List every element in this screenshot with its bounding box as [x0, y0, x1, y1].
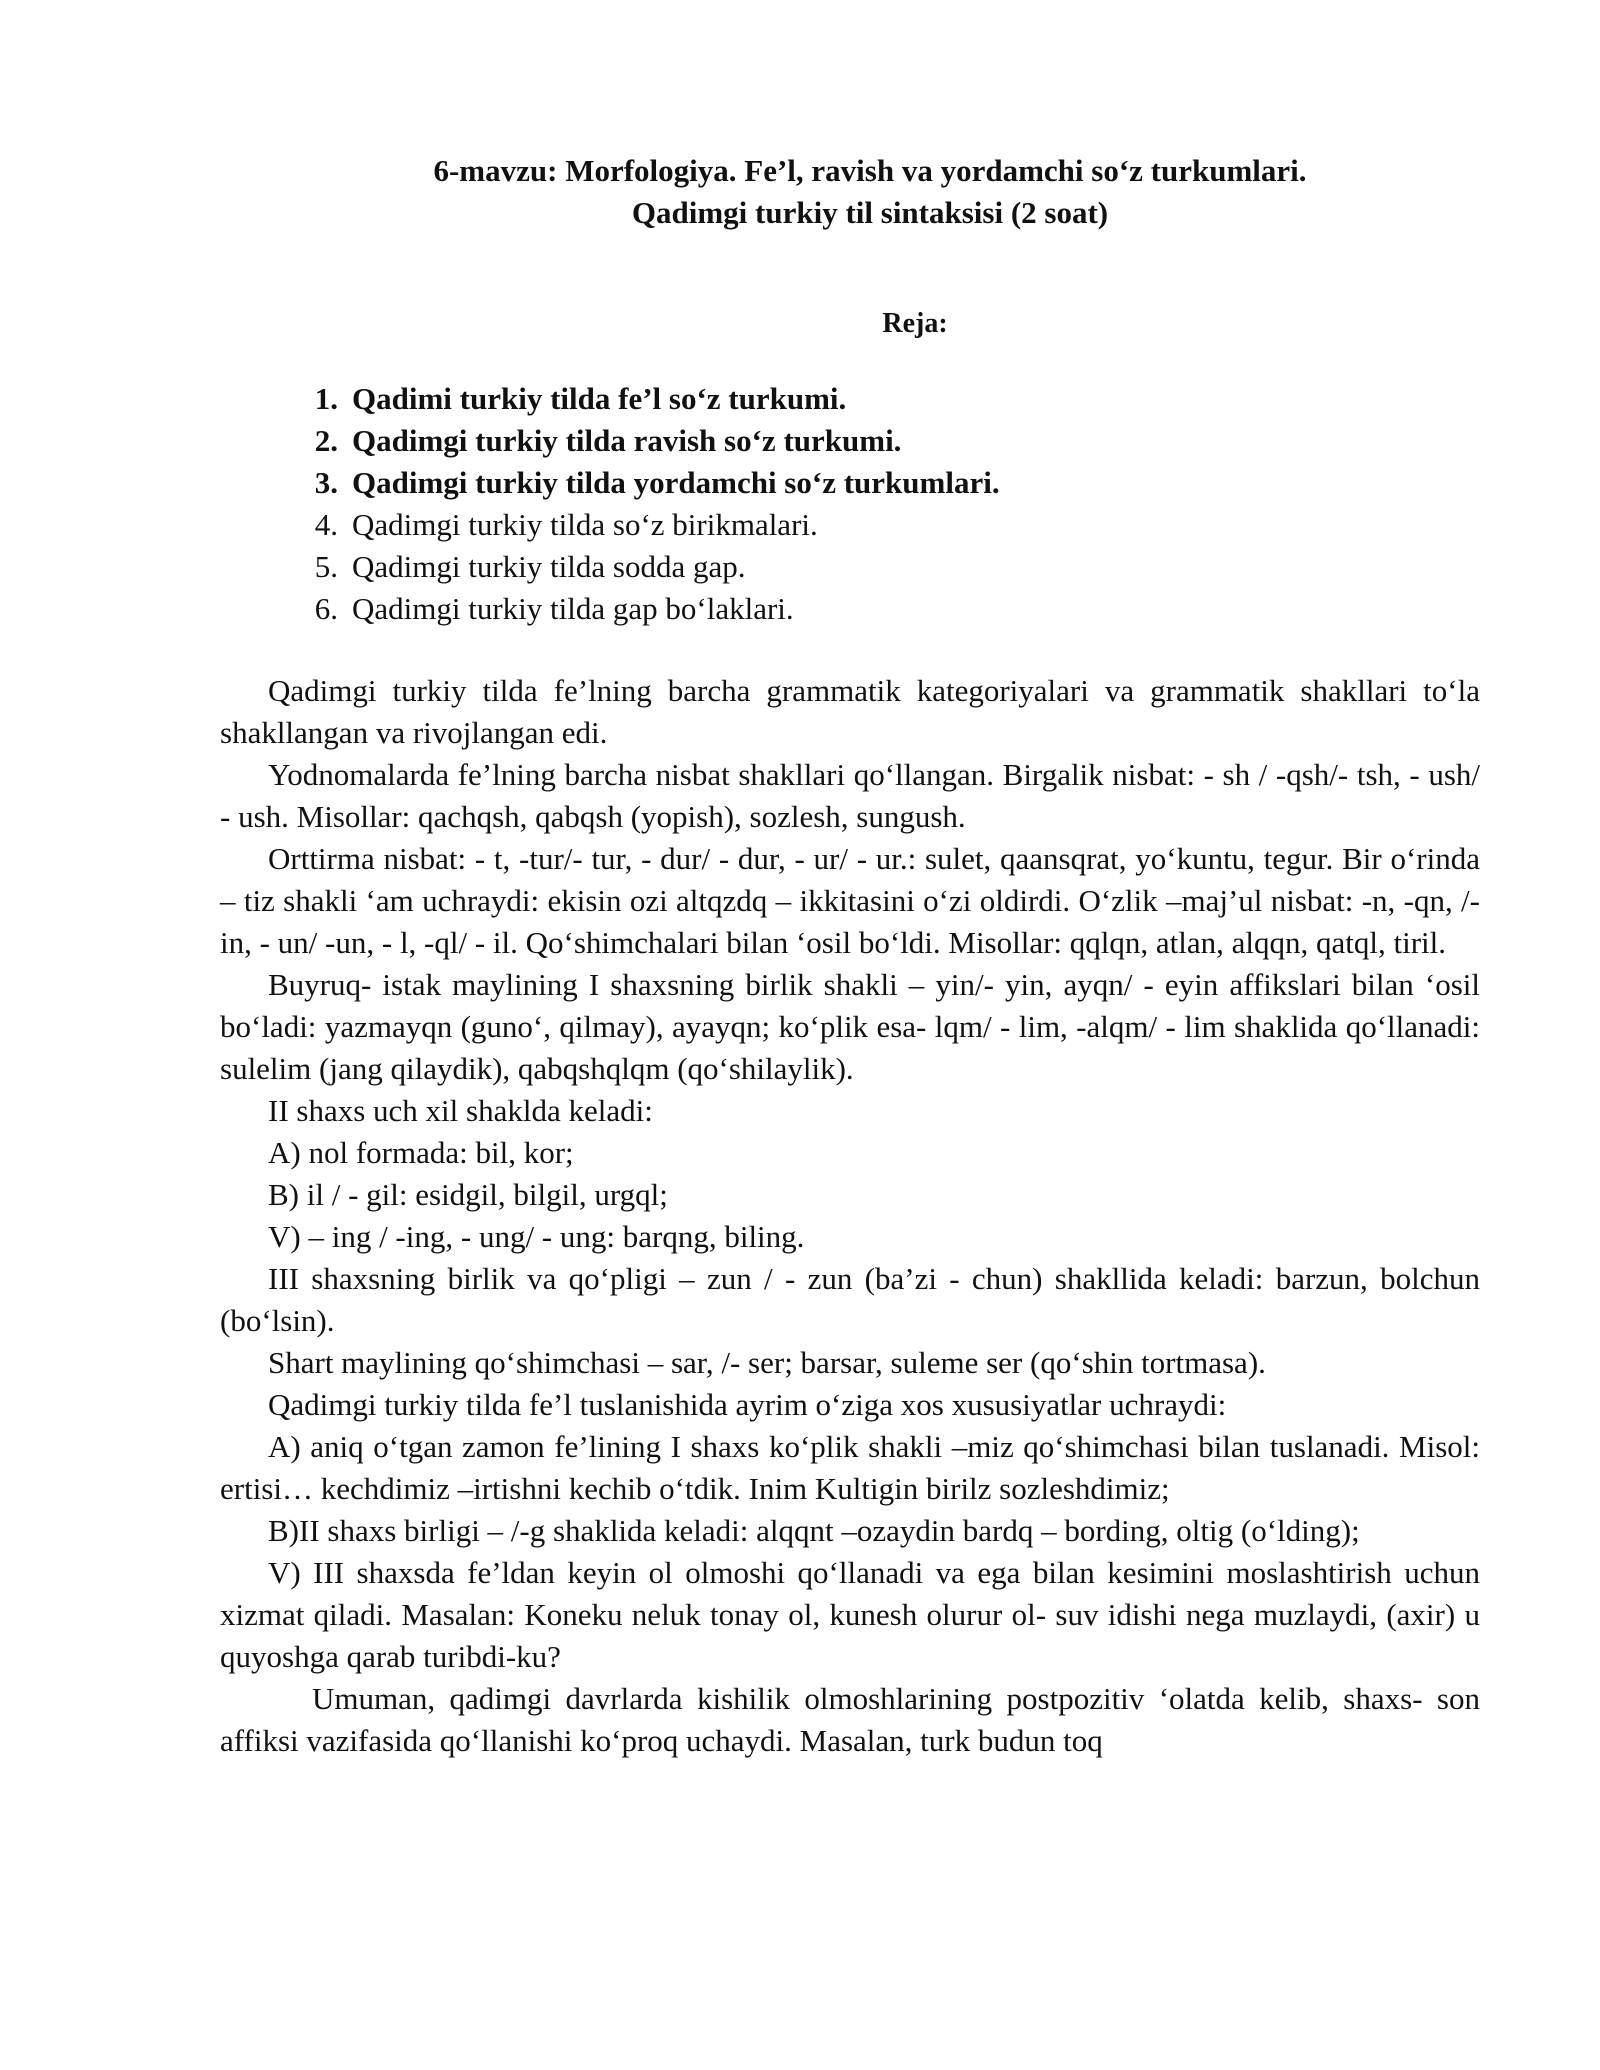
paragraph: V) – ing / -ing, - ung/ - ung: barqng, biling. — [268, 1219, 805, 1254]
paragraph: Shart maylining qo‘shimchasi – sar, /- ser; barsar, suleme ser (qo‘shin tortmasa). — [268, 1345, 1266, 1380]
plan-item-text: Qadimgi turkiy tilda yordamchi so‘z turkumlari. — [352, 465, 1000, 500]
paragraph: II shaxs uch xil shaklda keladi: — [268, 1093, 653, 1128]
plan-item — [290, 420, 1480, 462]
plan-item-number: 3. — [314, 465, 338, 500]
plan-item — [290, 504, 1480, 546]
plan-item-text: Qadimgi turkiy tilda ravish so‘z turkumi. — [352, 423, 902, 458]
document-page — [220, 150, 1480, 1762]
title-line-1: 6-mavzu: Morfologiya. Fe’l, ravish va yordamchi so‘z turkumlari. — [433, 153, 1307, 188]
plan-item-text: Qadimi turkiy tilda fe’l so‘z turkumi. — [352, 381, 847, 416]
plan-item-number: 1. — [314, 381, 338, 416]
plan-item-text: Qadimgi turkiy tilda so‘z birikmalari. — [352, 507, 818, 542]
paragraph: B)II shaxs birligi – /-g shaklida keladi: alqqnt –ozaydin bardq – bording, oltig (o‘lding); — [268, 1513, 1360, 1548]
plan-item — [290, 378, 1480, 420]
title-line-2: Qadimgi turkiy til sintaksisi (2 soat) — [631, 195, 1109, 230]
paragraph: Buyruq- istak maylining I shaxsning birlik shakli – yin/- yin, ayqn/ - eyin affikslari bilan ‘osil bo‘ladi: yazmayqn (guno‘, qilmay), ayayqn; ko‘plik esa- lqm/ - lim, -alqm/ - lim shaklida qo‘llanadi: sulelim (jang qilaydik), qabqshqlqm (qo‘shilaylik). — [220, 967, 1480, 1086]
plan-item-text: Qadimgi turkiy tilda gap bo‘laklari. — [352, 591, 794, 626]
paragraph: A) aniq o‘tgan zamon fe’lining I shaxs ko‘plik shakli –miz qo‘shimchasi bilan tuslanadi. Misol: ertisi… kechdimiz –irtishni kechib o‘tdik. Inim Kultigin birilz sozleshdimiz; — [220, 1429, 1480, 1506]
plan-item — [290, 588, 1480, 630]
plan-item — [290, 546, 1480, 588]
plan-item-text: Qadimgi turkiy tilda sodda gap. — [352, 549, 746, 584]
paragraph: A) nol formada: bil, kor; — [268, 1135, 574, 1170]
plan-heading: Reja: — [882, 308, 948, 339]
plan-item-number: 6. — [314, 591, 338, 626]
plan-item-number: 5. — [314, 549, 338, 584]
paragraph: B) il / - gil: esidgil, bilgil, urgql; — [268, 1177, 668, 1212]
paragraph: Umuman, qadimgi davrlarda kishilik olmoshlarining postpozitiv ‘olatda kelib, shaxs- son affiksi vazifasida qo‘llanishi ko‘proq uchaydi. Masalan, turk budun toq — [220, 1681, 1480, 1758]
paragraph: III shaxsning birlik va qo‘pligi – zun / - zun (ba’zi - chun) shakllida keladi: barzun, bolchun (bo‘lsin). — [220, 1261, 1480, 1338]
plan-list — [220, 378, 1480, 630]
paragraph: V) III shaxsda fe’ldan keyin ol olmoshi qo‘llanadi va ega bilan kesimini moslashtirish uchun xizmat qiladi. Masalan: Koneku neluk tonay ol, kunesh olurur ol- suv idishi nega muzlaydi, (axir) u quyoshga qarab turibdi-ku? — [220, 1555, 1480, 1674]
paragraph: Qadimgi turkiy tilda fe’lning barcha grammatik kategoriyalari va grammatik shakllari to‘la shakllangan va rivojlangan edi. — [220, 673, 1480, 750]
paragraph: Orttirma nisbat: - t, -tur/- tur, - dur/ - dur, - ur/ - ur.: sulet, qaansqrat, yo‘kuntu, tegur. Bir o‘rinda – tiz shakli ‘am uchraydi: ekisin ozi altqzdq – ikkitasini o‘zi oldirdi. O‘zlik –maj’ul nisbat: -n, -qn, /- in, - un/ -un, - l, -ql/ - il. Qo‘shimchalari bilan ‘osil bo‘ldi. Misollar: qqlqn, atlan, alqqn, qatql, tiril. — [220, 841, 1480, 960]
paragraph: Qadimgi turkiy tilda fe’l tuslanishida ayrim o‘ziga xos xususiyatlar uchraydi: — [268, 1387, 1227, 1422]
paragraph: Yodnomalarda fe’lning barcha nisbat shakllari qo‘llangan. Birgalik nisbat: - sh / -qsh/- tsh, - ush/ - ush. Misollar: qachqsh, qabqsh (yopish), sozlesh, sungush. — [220, 757, 1480, 834]
plan-item — [290, 462, 1480, 504]
plan-item-number: 4. — [314, 507, 338, 542]
plan-item-number: 2. — [314, 423, 338, 458]
body-text — [220, 670, 1480, 1762]
